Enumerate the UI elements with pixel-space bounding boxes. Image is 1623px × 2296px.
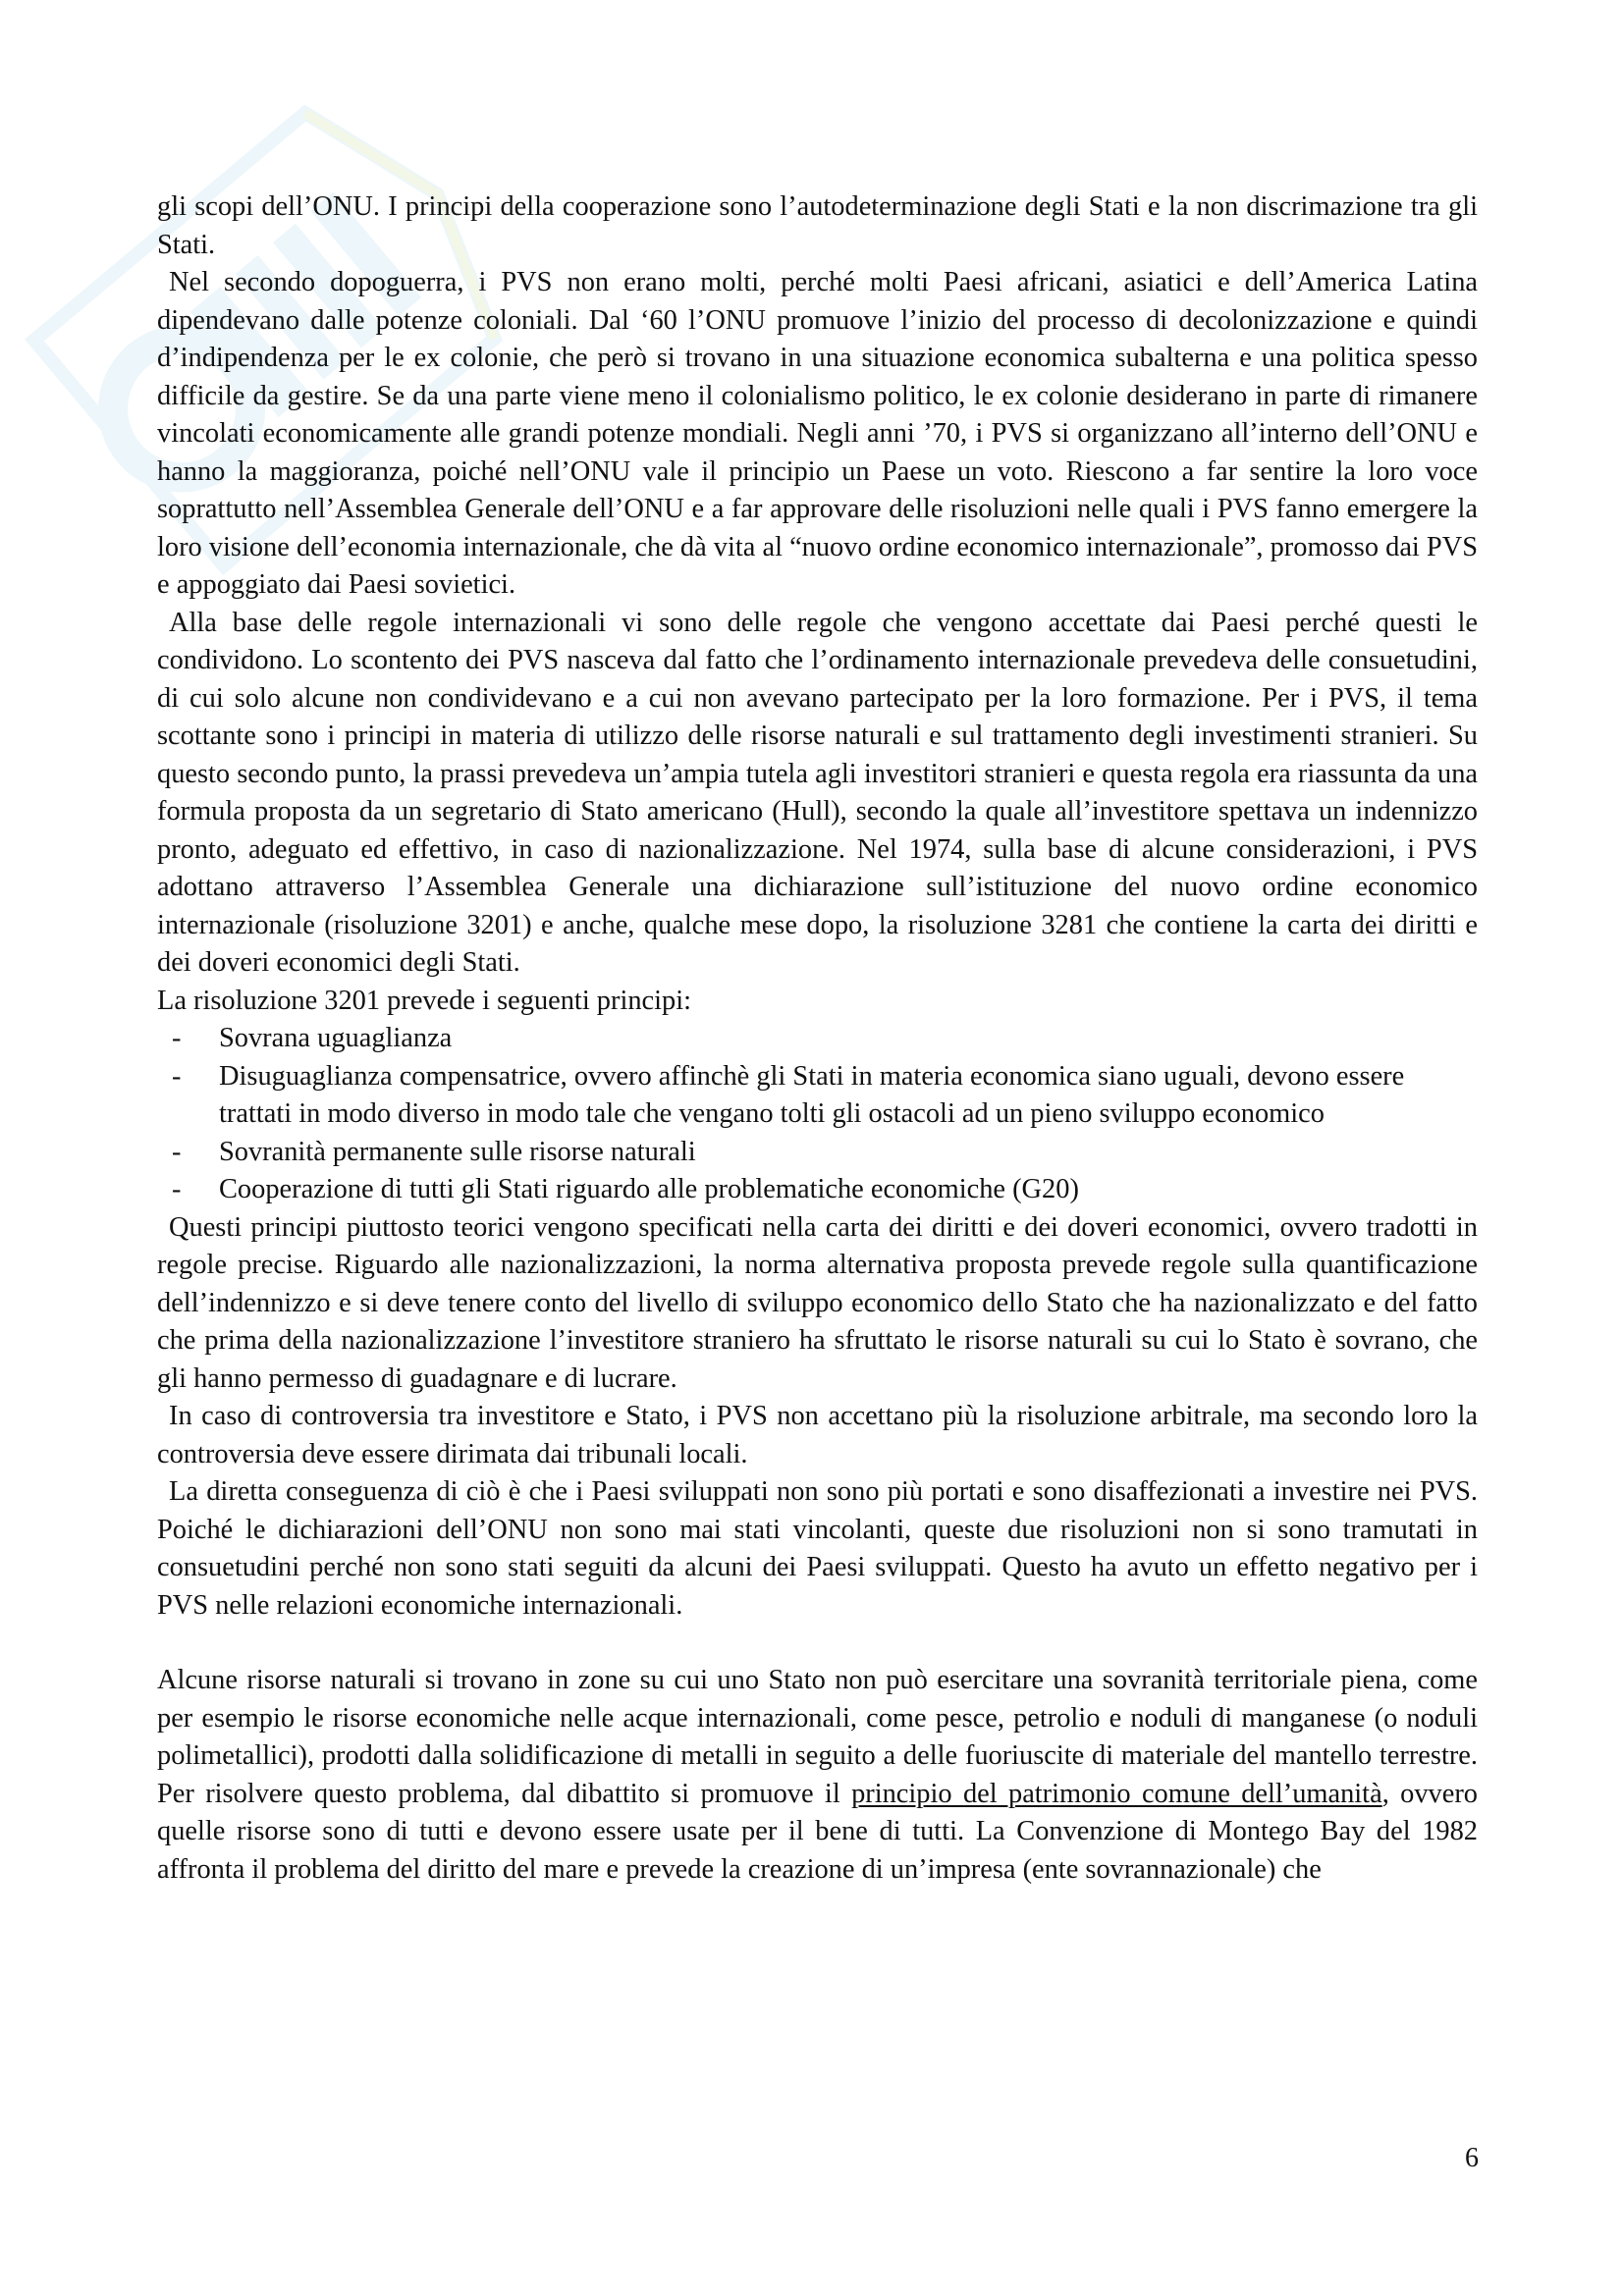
- list-item: - Sovranità permanente sulle risorse naturali: [157, 1134, 1478, 1172]
- paragraph-gap: [157, 1625, 1478, 1662]
- common-heritage-principle: principio del patrimonio comune dell’umanità: [851, 1778, 1382, 1809]
- paragraph-cooperation-principles: gli scopi dell’ONU. I principi della cooperazione sono l’autodeterminazione degli Stati e la non discrimazione tra gli Stati.: [157, 191, 1478, 260]
- page-number: 6: [1465, 2143, 1479, 2173]
- paragraph-international-rules: Alla base delle regole internazionali vi sono delle regole che vengono accettate dai Paesi perché questi le condividono. Lo scontento dei PVS nasceva dal fatto che l’ordinamento internazionale prevedeva delle consuetudini, di cui solo alcune non condividevano e a cui non avevano partecipato per la loro formazione. Per i PVS, il tema scottante sono i principi in materia di utilizzo delle risorse naturali e sul trattamento degli investimenti stranieri. Su questo secondo punto, la prassi prevedeva un’ampia tutela agli investitori stranieri e questa regola era riassunta da una formula proposta da un segretario di Stato americano (Hull), secondo la quale all’investitore spettava un indennizzo pronto, adeguato ed effettivo, in caso di nazionalizzazione. Nel 1974, sulla base di alcune considerazioni, i PVS adottano attraverso l’Assemblea Generale una dichiarazione sull’istituzione del nuovo ordine economico internazionale (risoluzione 3201) e anche, qualche mese dopo, la risoluzione 3281 che contiene la carta dei diritti e dei doveri economici degli Stati.: [157, 607, 1478, 978]
- paragraph-resolution-3201-intro: La risoluzione 3201 prevede i seguenti principi:: [157, 985, 691, 1016]
- natural-resources-text-before: Alcune risorse naturali si trovano in zone su cui uno Stato non può esercitare una sovranità territoriale piena, come per esempio le risorse economiche nelle acque internazionali, come pesce, petrolio e noduli di manganese (o noduli polimetallici), prodotti dalla solidificazione di metalli in seguito a delle fuoriuscite di materiale del mantello terrestre. Per risolvere questo problema, dal dibattito si promuove il: [157, 1665, 1478, 1809]
- paragraph-post-war-pvs: Nel secondo dopoguerra, i PVS non erano molti, perché molti Paesi africani, asiatici e dell’America Latina dipendevano dalle potenze coloniali. Dal ‘60 l’ONU promuove l’inizio del processo di decolonizzazione e quindi d’indipendenza per le ex colonie, che però si trovano in una situazione economica subalterna e una politica spesso difficile da gestire. Se da una parte viene meno il colonialismo politico, le ex colonie desiderano in parte di rimanere vincolati economicamente alle grandi potenze mondiali. Negli anni ’70, i PVS si organizzano all’interno dell’ONU e hanno la maggioranza, poiché nell’ONU vale il principio un Paese un voto. Riescono a far sentire la loro voce soprattutto nell’Assemblea Generale dell’ONU e a far approvare delle risoluzioni nelle quali i PVS fanno emergere la loro visione dell’economia internazionale, che dà vita al “nuovo ordine economico internazionale”, promosso dai PVS e appoggiato dai Paesi sovietici.: [157, 267, 1478, 600]
- list-item: - Disuguaglianza compensatrice, ovvero affinchè gli Stati in materia economica siano uguali, devono essere trattati in modo diverso in modo tale che vengano tolti gli ostacoli ad un pieno sviluppo economico: [157, 1058, 1478, 1134]
- paragraph-controversy: In caso di controversia tra investitore e Stato, i PVS non accettano più la risoluzione arbitrale, ma secondo loro la controversia deve essere dirimata dai tribunali locali.: [157, 1401, 1478, 1469]
- list-item: - Sovrana uguaglianza: [157, 1020, 1478, 1058]
- paragraph-consequence: La diretta conseguenza di ciò è che i Paesi sviluppati non sono più portati e sono disaffezionati a investire nei PVS. Poiché le dichiarazioni dell’ONU non sono mai stati vincolanti, queste due risoluzioni non si sono tramutati in consuetudini perché non sono stati seguiti da alcuni dei Paesi sviluppati. Questo ha avuto un effetto negativo per i PVS nelle relazioni economiche internazionali.: [157, 1476, 1478, 1621]
- document-body: [157, 188, 1478, 1889]
- principles-list: [157, 1020, 1478, 1209]
- natural-resources-text-after: , ovvero quelle risorse sono di tutti e devono essere usate per il bene di tutti. La Convenzione di Montego Bay del 1982 affronta il problema del diritto del mare e prevede la creazione di un’impresa (ente sovrannazionale) che: [157, 1778, 1478, 1885]
- paragraph-natural-resources: [157, 1662, 1478, 1889]
- paragraph-nationalization-rules: Questi principi piuttosto teorici vengono specificati nella carta dei diritti e dei doveri economici, ovvero tradotti in regole precise. Riguardo alle nazionalizzazioni, la norma alternativa proposta prevede regole sulla quantificazione dell’indennizzo e si deve tenere conto del livello di sviluppo economico dello Stato che ha nazionalizzato e del fatto che prima della nazionalizzazione l’investitore straniero ha sfruttato le risorse naturali su cui lo Stato è sovrano, che gli hanno permesso di guadagnare e di lucrare.: [157, 1211, 1478, 1394]
- list-item: - Cooperazione di tutti gli Stati riguardo alle problematiche economiche (G20): [157, 1171, 1478, 1209]
